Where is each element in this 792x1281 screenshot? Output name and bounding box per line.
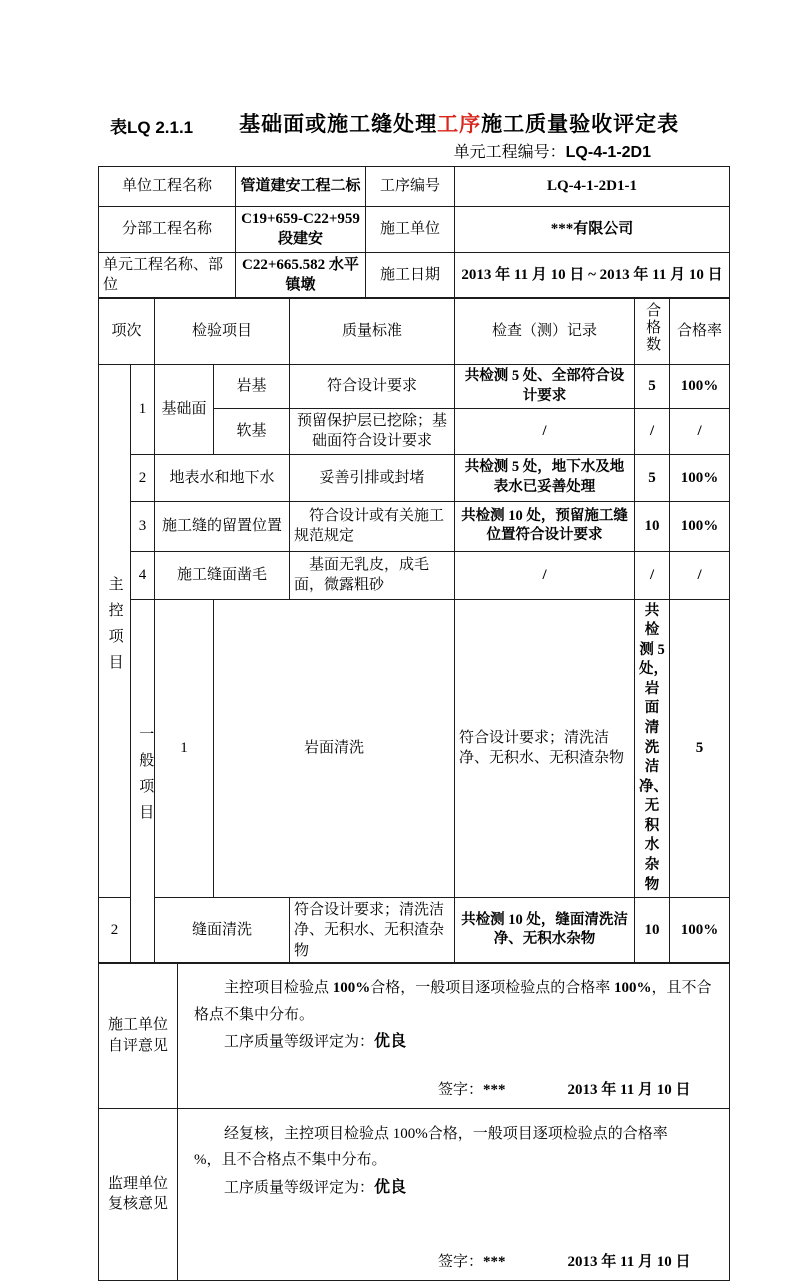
pass-rate-main: 100% [332, 980, 371, 997]
record-cell: 共检测 10 处，预留施工缝位置符合设计要求 [455, 501, 635, 551]
pass-rate-general: 100% [614, 980, 652, 997]
item-name: 施工缝的留置位置 [155, 501, 290, 551]
form-title [239, 108, 679, 138]
standard-cell: 符合设计要求；清洗洁净、无积水、无积渣杂物 [455, 599, 635, 897]
table-row [99, 599, 730, 897]
self-assessment-label: 施工单位自评意见 [99, 963, 178, 1109]
info-row [99, 252, 730, 298]
info-label: 工序编号 [366, 167, 455, 207]
record-cell: / [455, 409, 635, 455]
item-name: 基础面 [155, 365, 214, 455]
standard-cell: 基面无乳皮，成毛面，微露粗砂 [290, 551, 455, 599]
info-label: 单元工程名称、部位 [99, 252, 236, 298]
signature-line [194, 1080, 713, 1100]
sign-value: *** [483, 1081, 506, 1098]
record-cell: 共检测 5 处，地下水及地表水已妥善处理 [455, 454, 635, 501]
supervisor-review-label: 监理单位复核意见 [99, 1109, 178, 1281]
info-row [99, 167, 730, 207]
signature-line [194, 1252, 713, 1272]
standard-cell: 符合设计或有关施工规范规定 [290, 501, 455, 551]
grid-header-row [99, 298, 730, 365]
sign-date: 2013 年 11 月 10 日 [567, 1081, 691, 1098]
info-value: C19+659-C22+959段建安 [236, 207, 366, 253]
unit-code-label: 单元工程编号： [453, 144, 566, 161]
item-name: 缝面清洗 [155, 898, 290, 964]
info-value: ***有限公司 [455, 207, 730, 253]
row-number: 1 [155, 599, 214, 897]
grade-line: 工序质量等级评定为：优良 [224, 1032, 407, 1050]
row-number: 4 [131, 551, 155, 599]
info-label: 施工日期 [366, 252, 455, 298]
row-number: 2 [131, 454, 155, 501]
sub-item-name: 软基 [214, 409, 290, 455]
supervisor-review-body [178, 1109, 730, 1281]
standard-cell: 妥善引排或封堵 [290, 454, 455, 501]
inspection-table [98, 297, 730, 964]
info-label: 施工单位 [366, 207, 455, 253]
count-cell: 10 [635, 898, 670, 964]
form-title-highlight: 工序 [437, 113, 482, 136]
rate-cell: / [670, 551, 730, 599]
group-label-main-control: 主控项目 [99, 365, 131, 898]
grade-value: 优良 [374, 1178, 407, 1196]
rate-cell: 100% [670, 898, 730, 964]
count-cell: 5 [635, 454, 670, 501]
col-header-rate: 合格率 [670, 298, 730, 365]
table-row [99, 454, 730, 501]
sign-label: 签字： [438, 1253, 484, 1270]
sign-label: 签字： [438, 1081, 484, 1098]
info-row [99, 207, 730, 253]
info-label: 分部工程名称 [99, 207, 236, 253]
standard-cell: 预留保护层已挖除；基础面符合设计要求 [290, 409, 455, 455]
record-cell: 共检测 5 处，岩面清洗洁净、无积水杂物 [635, 599, 670, 897]
info-table [98, 166, 730, 299]
supervisor-review-text: 经复核，主控项目检验点 100%合格，一般项目逐项检验点的合格率 %，且不合格点不集中分布。 [194, 1126, 698, 1169]
self-assessment-text: 主控项目检验点 100%合格，一般项目逐项检验点的合格率 100%，且不合格点不集中分布。 [194, 980, 712, 1023]
group-label-general: 一般项目 [131, 599, 155, 963]
form-title-prefix: 基础面或施工缝处理 [239, 113, 438, 136]
table-row [99, 501, 730, 551]
col-header-item: 检验项目 [155, 298, 290, 365]
row-number: 1 [131, 365, 155, 455]
grade-value: 优良 [374, 1032, 407, 1050]
sign-date: 2013 年 11 月 10 日 [567, 1253, 691, 1270]
form-code: 表LQ 2.1.1 [110, 118, 194, 137]
item-name: 施工缝面凿毛 [155, 551, 290, 599]
record-cell: / [455, 551, 635, 599]
unit-code-value: LQ-4-1-2D1 [565, 144, 651, 161]
item-name: 地表水和地下水 [155, 454, 290, 501]
col-header-record: 检查（测）记录 [455, 298, 635, 365]
sign-value: *** [483, 1253, 506, 1270]
count-cell: / [635, 551, 670, 599]
standard-cell: 符合设计要求 [290, 365, 455, 409]
count-cell: 5 [670, 599, 730, 897]
info-value: 2013 年 11 月 10 日 ~ 2013 年 11 月 10 日 [455, 252, 730, 298]
rate-cell: 100% [670, 454, 730, 501]
row-number: 3 [131, 501, 155, 551]
info-value: 管道建安工程二标 [236, 167, 366, 207]
rate-cell: 100% [670, 501, 730, 551]
unit-code-line [98, 139, 729, 163]
table-row [99, 551, 730, 599]
form-content [98, 110, 729, 1281]
self-assessment-body [178, 963, 730, 1109]
count-cell: 10 [635, 501, 670, 551]
grade-line: 工序质量等级评定为：优良 [224, 1178, 407, 1196]
count-cell: / [635, 409, 670, 455]
info-value: LQ-4-1-2D1-1 [455, 167, 730, 207]
opinion-table [98, 962, 730, 1281]
col-header-item-no: 项次 [99, 298, 155, 365]
info-value: C22+665.582 水平镇墩 [236, 252, 366, 298]
page-title [98, 110, 729, 138]
rate-cell: / [670, 409, 730, 455]
count-cell: 5 [635, 365, 670, 409]
supervisor-review-row [99, 1109, 730, 1281]
record-cell: 共检测 10 处，缝面清洗洁净、无积水杂物 [455, 898, 635, 964]
col-header-standard: 质量标准 [290, 298, 455, 365]
self-assessment-row [99, 963, 730, 1109]
table-row [99, 898, 730, 964]
rate-cell: 100% [670, 365, 730, 409]
record-cell: 共检测 5 处、全部符合设计要求 [455, 365, 635, 409]
info-label: 单位工程名称 [99, 167, 236, 207]
row-number: 2 [99, 898, 131, 964]
form-title-suffix: 施工质量验收评定表 [481, 113, 680, 136]
sub-item-name: 岩基 [214, 365, 290, 409]
table-row [99, 365, 730, 409]
col-header-count: 合格数 [635, 298, 670, 365]
standard-cell: 符合设计要求；清洗洁净、无积水、无积渣杂物 [290, 898, 455, 964]
item-name: 岩面清洗 [214, 599, 455, 897]
